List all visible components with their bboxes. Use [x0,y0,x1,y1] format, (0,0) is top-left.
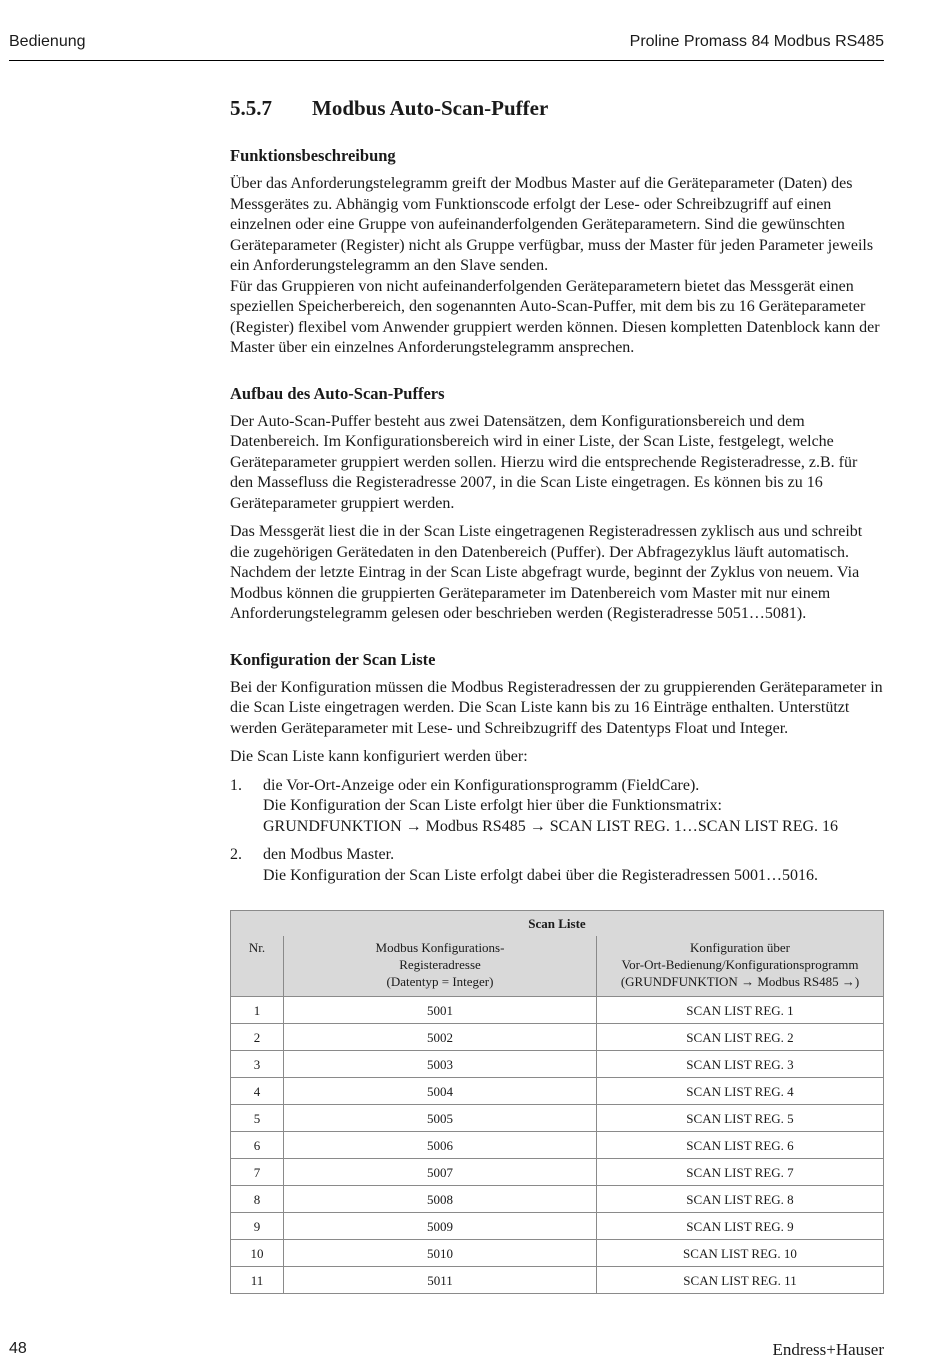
table-row [231,1213,884,1240]
table-row [231,1240,884,1267]
header-product-title: Proline Promass 84 Modbus RS485 [629,33,884,50]
cell-register-address: 5008 [284,1186,597,1213]
cell-register-address: 5006 [284,1132,597,1159]
list-item [230,776,884,838]
table-row [231,1132,884,1159]
cell-nr: 8 [231,1186,284,1213]
cell-nr: 10 [231,1240,284,1267]
column-header-line: (GRUNDFUNKTION → Modbus RS485 →) [620,974,860,989]
cell-scan-list-reg: SCAN LIST REG. 7 [597,1159,884,1186]
table-row [231,997,884,1024]
section-heading [230,96,884,121]
paragraph-konfig-1: Bei der Konfiguration müssen die Modbus Registeradressen der zu gruppierenden Geräteparameter in die Scan Liste eingetragen werden. Die Scan Liste kann bis zu 16 Einträge enthalten. Unterstützt werden Geräteparameter mit Lese- und Schreibzugriff des Datentyps Float und Integer. [230,678,883,737]
cell-nr: 11 [231,1267,284,1294]
table-row [231,1267,884,1294]
cell-nr: 2 [231,1024,284,1051]
column-header-line: Registeradresse [399,957,481,972]
page-number: 48 [9,1340,27,1357]
column-header-address [284,936,597,997]
paragraph-konfig-2: Die Scan Liste kann konfiguriert werden über: [230,748,528,765]
cell-register-address: 5011 [284,1267,597,1294]
section-number: 5.5.7 [230,96,272,120]
list-item [230,845,884,886]
subheading-aufbau: Aufbau des Auto-Scan-Puffers [230,383,445,403]
column-header-line: (Datentyp = Integer) [386,974,494,989]
list-item-number: 2. [230,846,242,863]
cell-scan-list-reg: SCAN LIST REG. 6 [597,1132,884,1159]
list-item-line: Die Konfiguration der Scan Liste erfolgt hier über die Funktionsmatrix: [263,797,722,814]
cell-scan-list-reg: SCAN LIST REG. 1 [597,997,884,1024]
list-item-line: GRUNDFUNKTION → Modbus RS485 → SCAN LIST REG. 1…SCAN LIST REG. 16 [263,817,839,835]
cell-scan-list-reg: SCAN LIST REG. 5 [597,1105,884,1132]
cell-register-address: 5003 [284,1051,597,1078]
cell-register-address: 5010 [284,1240,597,1267]
list-item-line: die Vor-Ort-Anzeige oder ein Konfigurationsprogramm (FieldCare). [263,776,700,794]
list-item-number: 1. [230,776,242,794]
cell-register-address: 5004 [284,1078,597,1105]
cell-scan-list-reg: SCAN LIST REG. 11 [597,1267,884,1294]
cell-nr: 5 [231,1105,284,1132]
paragraph-aufbau-2: Das Messgerät liest die in der Scan Liste eingetragenen Registeradressen zyklisch aus und schreibt die zugehörigen Gerätedaten in den Datenbereich (Puffer). Der Abfragezyklus läuft automatisch. Nachdem der letzte Eintrag in der Scan Liste abgefragt wurde, beginnt der Zyklus von neuem. Via Modbus können die gruppierten Geräteparameter im Datenbereich vom Master mit nur einem Anforderungstelegramm gelesen oder beschrieben werden (Registeradresse 5051…5081). [230,523,863,622]
paragraph-aufbau-1: Der Auto-Scan-Puffer besteht aus zwei Datensätzen, dem Konfigurationsbereich und dem Datenbereich. Im Konfigurationsbereich wird in einer Liste, der Scan Liste, festgelegt, welche Geräteparameter gruppiert werden sollen. Hierzu wird die entsprechende Registeradresse, z.B. für den Massefluss die Registeradresse 2007, in die Scan Liste eingetragen. Es können bis zu 16 Geräteparameter gruppiert werden. [230,412,858,512]
cell-nr: 7 [231,1159,284,1186]
table-row [231,1051,884,1078]
table-row [231,1105,884,1132]
cell-register-address: 5002 [284,1024,597,1051]
header-section-label: Bedienung [9,33,86,50]
cell-register-address: 5009 [284,1213,597,1240]
cell-register-address: 5001 [284,997,597,1024]
subheading-konfig: Konfiguration der Scan Liste [230,649,436,669]
cell-register-address: 5007 [284,1159,597,1186]
column-header-line: Konfiguration über [689,940,790,955]
column-header-nr: Nr. [231,936,284,997]
table-title: Scan Liste [231,911,884,937]
subheading-funktion: Funktionsbeschreibung [230,146,396,165]
cell-nr: 3 [231,1051,284,1078]
page-header [9,33,884,61]
cell-scan-list-reg: SCAN LIST REG. 9 [597,1213,884,1240]
cell-scan-list-reg: SCAN LIST REG. 4 [597,1078,884,1105]
table-row [231,1186,884,1213]
column-header-line: Modbus Konfigurations- [375,940,505,955]
scan-list-table [230,910,884,1294]
cell-nr: 9 [231,1213,284,1240]
section-title: Modbus Auto-Scan-Puffer [312,96,549,120]
column-header-line: Vor-Ort-Bedienung/Konfigurationsprogramm [621,957,859,972]
column-header-config [597,936,884,997]
list-item-line: den Modbus Master. [263,846,395,863]
page-content [230,96,884,1294]
table-row [231,1159,884,1186]
cell-nr: 6 [231,1132,284,1159]
cell-scan-list-reg: SCAN LIST REG. 10 [597,1240,884,1267]
cell-register-address: 5005 [284,1105,597,1132]
cell-scan-list-reg: SCAN LIST REG. 8 [597,1186,884,1213]
paragraph-funktion-2: Für das Gruppieren von nicht aufeinanderfolgenden Geräteparametern bietet das Messgerät einen speziellen Speicherbereich, den sogenannten Auto-Scan-Puffer, mit dem bis zu 16 Geräteparameter (Register) flexibel vom Anwender gruppiert werden können. Diesen kompletten Datenblock kann der Master über ein einzelnes Anforderungstelegramm ansprechen. [230,277,880,356]
cell-nr: 1 [231,997,284,1024]
cell-nr: 4 [231,1078,284,1105]
brand-logo-text: Endress+Hauser [772,1340,884,1359]
cell-scan-list-reg: SCAN LIST REG. 3 [597,1051,884,1078]
table-row [231,1078,884,1105]
list-item-line: Die Konfiguration der Scan Liste erfolgt dabei über die Registeradressen 5001…5016. [263,866,818,884]
table-row [231,1024,884,1051]
paragraph-funktion-1: Über das Anforderungstelegramm greift der Modbus Master auf die Geräteparameter (Daten) des Messgerätes zu. Abhängig vom Funktionscode erfolgt der Lese- oder Schreibzugriff auf einen einzelnen oder eine Gruppe von aufeinanderfolgenden Geräteparametern. Sind die gewünschten Geräteparameter (Register) nicht als Gruppe verfügbar, muss der Master für jeden Parameter jeweils ein Anforderungstelegramm an den Slave senden. [230,175,874,274]
cell-scan-list-reg: SCAN LIST REG. 2 [597,1024,884,1051]
